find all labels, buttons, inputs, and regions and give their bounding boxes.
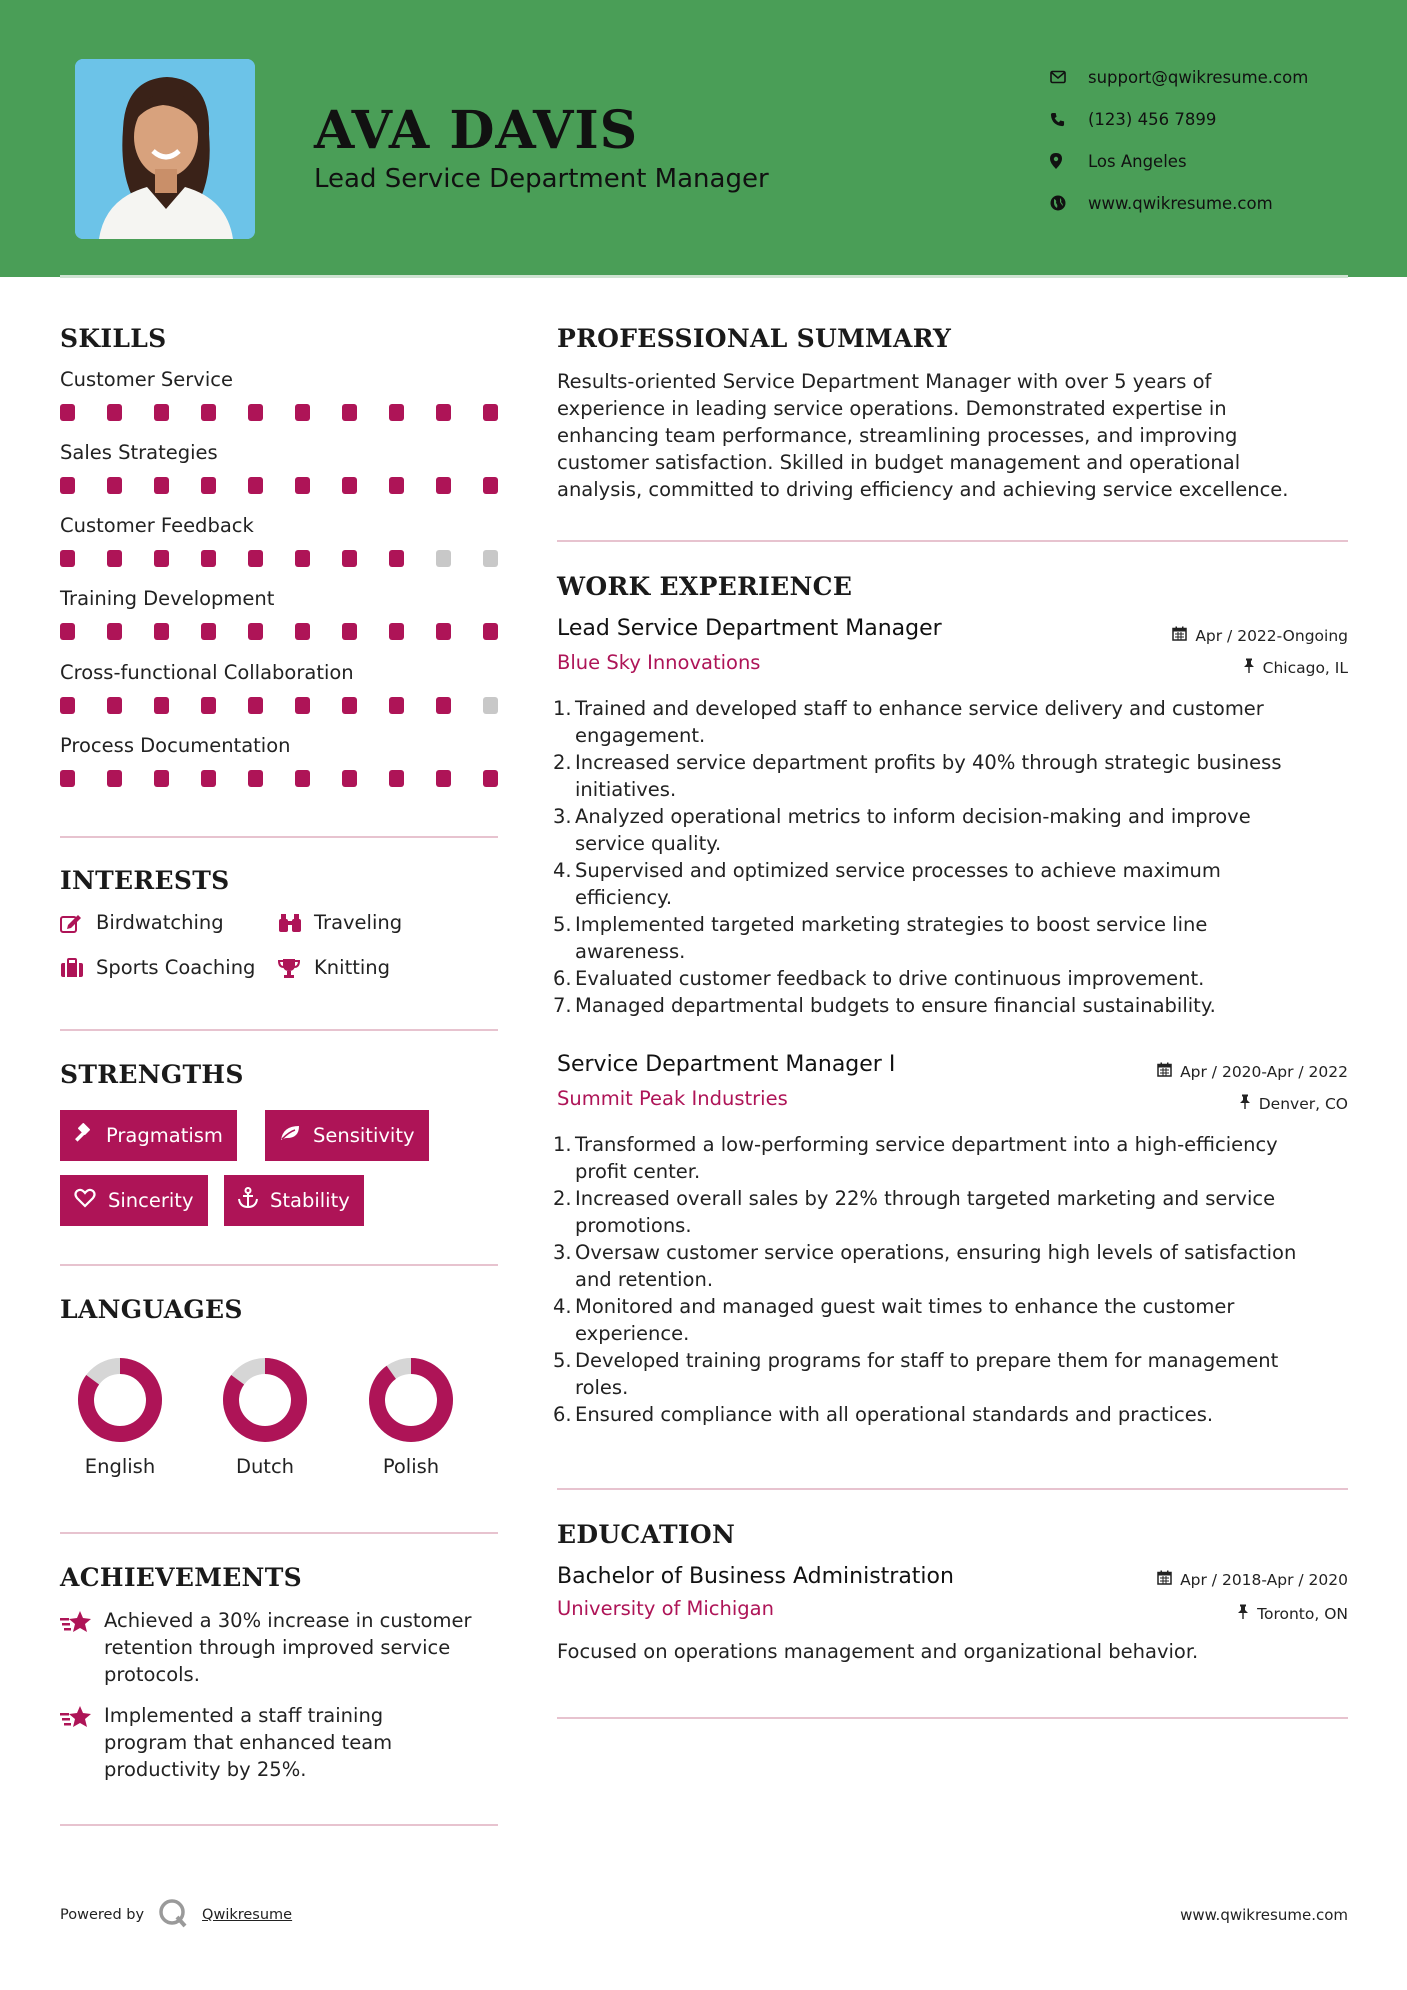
strengths-heading: STRENGTHS xyxy=(60,1060,244,1089)
education-dates xyxy=(1157,1570,1348,1589)
education-degree: Bachelor of Business Administration xyxy=(557,1564,954,1589)
contact-location-text: Los Angeles xyxy=(1088,151,1187,171)
skills-heading: SKILLS xyxy=(60,324,167,353)
duty-item: 4. Monitored and managed guest wait times to enhance the customer experience. xyxy=(553,1295,1235,1345)
rating-dot-filled xyxy=(389,623,404,640)
binoculars-icon xyxy=(278,913,314,933)
map-marker-icon xyxy=(1050,153,1088,169)
job-location xyxy=(1239,1094,1348,1113)
duty-item: 4. Supervised and optimized service processes to achieve maximum efficiency. xyxy=(553,859,1221,909)
rating-dot-filled xyxy=(201,770,216,787)
job-company: Blue Sky Innovations xyxy=(557,651,761,674)
rating-dot-filled xyxy=(436,477,451,494)
job-header xyxy=(557,616,1348,686)
language-donut xyxy=(190,1357,340,1443)
rating-dot-filled xyxy=(389,770,404,787)
summary-text xyxy=(557,368,1357,503)
rating-dot-filled xyxy=(107,623,122,640)
rating-dot-filled xyxy=(107,697,122,714)
language-label: Dutch xyxy=(235,1455,295,1478)
section-divider xyxy=(557,1488,1348,1490)
brand-link[interactable]: Qwikresume xyxy=(202,1907,293,1923)
rating-dot-filled xyxy=(295,697,310,714)
rating-dot-filled xyxy=(60,770,75,787)
achievement-line: program that enhanced team xyxy=(104,1731,393,1754)
rating-dot-filled xyxy=(154,697,169,714)
achievement-line: Implemented a staff training xyxy=(104,1704,384,1727)
rating-dot-filled xyxy=(483,404,498,421)
duty-item: 5. Implemented targeted marketing strategies to boost service line awareness. xyxy=(553,913,1208,963)
duty-item: 2. Increased overall sales by 22% through targeted marketing and service promotions. xyxy=(553,1187,1276,1237)
rating-dot-filled xyxy=(201,404,216,421)
job-header xyxy=(557,1052,1348,1122)
job-company: Summit Peak Industries xyxy=(557,1087,788,1110)
anchor-icon xyxy=(238,1187,258,1214)
strength-label: Stability xyxy=(270,1189,350,1212)
contact-website-text: www.qwikresume.com xyxy=(1088,193,1273,213)
education-heading: EDUCATION xyxy=(557,1520,736,1549)
duty-item: 6. Ensured compliance with all operational standards and practices. xyxy=(553,1403,1214,1426)
summary-line: analysis, committed to driving efficiency and achieving service excellence. xyxy=(557,478,1289,501)
rating-dot-filled xyxy=(60,477,75,494)
job-role: Service Department Manager I xyxy=(557,1052,896,1077)
job-dates-text: Apr / 2022-Ongoing xyxy=(1195,626,1348,645)
work-heading: WORK EXPERIENCE xyxy=(557,572,853,601)
skill-item xyxy=(60,368,500,421)
education-school: University of Michigan xyxy=(557,1597,774,1620)
powered-by-text: Powered by xyxy=(60,1907,145,1923)
calendar-icon xyxy=(1172,626,1187,645)
rating-dot-empty xyxy=(483,697,498,714)
language-item xyxy=(45,1357,195,1478)
strength-label: Pragmatism xyxy=(106,1124,223,1147)
rating-dot-filled xyxy=(60,550,75,567)
summary-line: customer satisfaction. Skilled in budget management and operational xyxy=(557,451,1241,474)
rating-dot-filled xyxy=(295,770,310,787)
languages-heading: LANGUAGES xyxy=(60,1295,243,1324)
footer-branding xyxy=(60,1898,292,1932)
language-item xyxy=(336,1357,486,1478)
education-header xyxy=(557,1564,1348,1634)
interest-label: Birdwatching xyxy=(96,911,224,934)
summary-line: experience in leading service operations. Demonstrated expertise in xyxy=(557,397,1227,420)
pin-icon xyxy=(1243,658,1255,677)
skill-label: Customer Service xyxy=(60,368,233,391)
rating-dot-filled xyxy=(436,697,451,714)
rating-dot-filled xyxy=(248,550,263,567)
skill-label: Process Documentation xyxy=(60,734,291,757)
section-divider xyxy=(60,1532,498,1534)
contact-email-text: support@qwikresume.com xyxy=(1088,67,1309,87)
envelope-icon xyxy=(1050,70,1088,84)
skill-item xyxy=(60,441,500,494)
shooting-star-icon xyxy=(60,1607,104,1688)
rating-dot-filled xyxy=(436,770,451,787)
contact-phone-text: (123) 456 7899 xyxy=(1088,109,1217,129)
contact-location xyxy=(1050,140,1308,182)
section-divider xyxy=(60,1824,498,1826)
achievement-line: productivity by 25%. xyxy=(104,1758,307,1781)
trophy-icon xyxy=(278,958,314,978)
rating-dot-filled xyxy=(483,477,498,494)
rating-dot-filled xyxy=(248,697,263,714)
shooting-star-icon xyxy=(60,1702,104,1783)
heart-icon xyxy=(74,1188,96,1213)
rating-dot-filled xyxy=(107,770,122,787)
strength-tag xyxy=(60,1110,237,1161)
rating-dot-filled xyxy=(248,623,263,640)
job-location-text: Denver, CO xyxy=(1258,1094,1348,1113)
calendar-icon xyxy=(1157,1062,1172,1081)
rating-dot-filled xyxy=(342,477,357,494)
section-divider xyxy=(60,836,498,838)
achievements-heading: ACHIEVEMENTS xyxy=(60,1563,302,1592)
candidate-name: AVA DAVIS xyxy=(314,100,639,161)
rating-dot-filled xyxy=(201,477,216,494)
skill-item xyxy=(60,587,500,640)
rating-dot-filled xyxy=(342,623,357,640)
rating-dot-filled xyxy=(154,770,169,787)
skill-item xyxy=(60,661,500,714)
briefcase-icon xyxy=(60,958,96,978)
education-location xyxy=(1237,1604,1348,1623)
skill-rating xyxy=(60,770,498,787)
duty-item: 7. Managed departmental budgets to ensure financial sustainability. xyxy=(553,994,1216,1017)
contact-list xyxy=(1050,56,1308,224)
education-location-text: Toronto, ON xyxy=(1257,1604,1348,1623)
rating-dot-filled xyxy=(342,550,357,567)
rating-dot-filled xyxy=(389,477,404,494)
skill-rating xyxy=(60,623,498,640)
rating-dot-filled xyxy=(60,697,75,714)
rating-dot-filled xyxy=(154,623,169,640)
strength-label: Sincerity xyxy=(108,1189,194,1212)
rating-dot-filled xyxy=(483,623,498,640)
rating-dot-filled xyxy=(154,550,169,567)
header-divider xyxy=(60,275,1348,278)
skill-rating xyxy=(60,477,498,494)
rating-dot-filled xyxy=(60,404,75,421)
rating-dot-filled xyxy=(342,697,357,714)
footer-website[interactable]: www.qwikresume.com xyxy=(1180,1906,1348,1924)
strength-tag xyxy=(60,1175,208,1226)
skill-label: Customer Feedback xyxy=(60,514,254,537)
duty-item: 1. Trained and developed staff to enhance service delivery and customer engagement. xyxy=(553,697,1264,747)
language-level-arc xyxy=(377,1366,445,1434)
rating-dot-empty xyxy=(436,550,451,567)
job-dates xyxy=(1172,626,1348,645)
rating-dot-filled xyxy=(295,623,310,640)
interest-item xyxy=(60,956,255,979)
skill-rating xyxy=(60,697,498,714)
interests-heading: INTERESTS xyxy=(60,866,230,895)
language-item xyxy=(190,1357,340,1478)
summary-line: enhancing team performance, streamlining processes, and improving xyxy=(557,424,1238,447)
skill-label: Cross-functional Collaboration xyxy=(60,661,354,684)
interest-item xyxy=(278,911,402,934)
duty-item: 3. Analyzed operational metrics to inform decision-making and improve service quality. xyxy=(553,805,1251,855)
rating-dot-filled xyxy=(201,550,216,567)
rating-dot-filled xyxy=(201,697,216,714)
rating-dot-filled xyxy=(107,404,122,421)
calendar-icon xyxy=(1157,1570,1172,1589)
achievement-line: Achieved a 30% increase in customer xyxy=(104,1609,472,1632)
skill-item xyxy=(60,734,500,787)
section-divider xyxy=(557,1717,1348,1719)
language-label: Polish xyxy=(382,1455,440,1478)
job-dates xyxy=(1157,1062,1348,1081)
phone-icon xyxy=(1050,112,1088,127)
job-location-text: Chicago, IL xyxy=(1262,658,1348,677)
rating-dot-filled xyxy=(248,477,263,494)
header-banner xyxy=(0,0,1407,277)
rating-dot-filled xyxy=(248,404,263,421)
section-divider xyxy=(557,540,1348,542)
section-divider xyxy=(60,1264,498,1266)
rating-dot-filled xyxy=(60,623,75,640)
rating-dot-filled xyxy=(389,404,404,421)
contact-phone[interactable] xyxy=(1050,98,1308,140)
rating-dot-filled xyxy=(201,623,216,640)
skill-rating xyxy=(60,550,498,567)
interest-label: Knitting xyxy=(314,956,391,979)
candidate-title: Lead Service Department Manager xyxy=(314,164,769,194)
job-duties xyxy=(553,1131,1348,1428)
gavel-icon xyxy=(74,1123,94,1148)
interest-label: Traveling xyxy=(314,911,403,934)
strength-tag xyxy=(224,1175,364,1226)
rating-dot-filled xyxy=(389,697,404,714)
achievement-item xyxy=(60,1702,500,1783)
rating-dot-filled xyxy=(342,404,357,421)
job-location xyxy=(1243,658,1348,677)
summary-line: Results-oriented Service Department Manager with over 5 years of xyxy=(557,370,1212,393)
skill-label: Sales Strategies xyxy=(60,441,218,464)
duty-item: 3. Oversaw customer service operations, ensuring high levels of satisfaction and retention. xyxy=(553,1241,1297,1291)
interest-item xyxy=(60,911,224,934)
job-dates-text: Apr / 2020-Apr / 2022 xyxy=(1180,1062,1348,1081)
pin-icon xyxy=(1237,1604,1249,1623)
section-divider xyxy=(60,1029,498,1031)
duty-item: 2. Increased service department profits by 40% through strategic business initiatives. xyxy=(553,751,1282,801)
rating-dot-filled xyxy=(154,404,169,421)
rating-dot-filled xyxy=(436,623,451,640)
rating-dot-filled xyxy=(154,477,169,494)
job-duties xyxy=(553,695,1348,1019)
rating-dot-filled xyxy=(295,404,310,421)
education-description: Focused on operations management and organizational behavior. xyxy=(557,1640,1199,1663)
job-role: Lead Service Department Manager xyxy=(557,616,942,641)
rating-dot-filled xyxy=(389,550,404,567)
globe-icon xyxy=(1050,195,1088,211)
duty-item: 1. Transformed a low-performing service department into a high-efficiency profit center. xyxy=(553,1133,1278,1183)
interest-item xyxy=(278,956,390,979)
strength-tag xyxy=(265,1110,429,1161)
language-donut xyxy=(336,1357,486,1443)
rating-dot-filled xyxy=(342,770,357,787)
rating-dot-filled xyxy=(107,550,122,567)
rating-dot-filled xyxy=(295,550,310,567)
rating-dot-empty xyxy=(483,550,498,567)
language-donut xyxy=(45,1357,195,1443)
rating-dot-filled xyxy=(483,770,498,787)
education-dates-text: Apr / 2018-Apr / 2020 xyxy=(1180,1570,1348,1589)
language-label: English xyxy=(84,1455,156,1478)
pin-icon xyxy=(1239,1094,1251,1113)
leaf-icon xyxy=(279,1124,301,1147)
skill-rating xyxy=(60,404,498,421)
qwikresume-logo-icon xyxy=(158,1898,188,1932)
skill-label: Training Development xyxy=(60,587,275,610)
skill-item xyxy=(60,514,500,567)
achievement-line: retention through improved service xyxy=(104,1636,451,1659)
achievement-item xyxy=(60,1607,500,1688)
rating-dot-filled xyxy=(295,477,310,494)
strength-label: Sensitivity xyxy=(313,1124,415,1147)
contact-website[interactable] xyxy=(1050,182,1308,224)
summary-heading: PROFESSIONAL SUMMARY xyxy=(557,324,952,353)
interest-label: Sports Coaching xyxy=(96,956,256,979)
rating-dot-filled xyxy=(248,770,263,787)
duty-item: 5. Developed training programs for staff to prepare them for management roles. xyxy=(553,1349,1279,1399)
rating-dot-filled xyxy=(436,404,451,421)
duty-item: 6. Evaluated customer feedback to drive continuous improvement. xyxy=(553,967,1205,990)
rating-dot-filled xyxy=(107,477,122,494)
pencil-square-icon xyxy=(60,913,96,933)
contact-email[interactable] xyxy=(1050,56,1308,98)
achievement-line: protocols. xyxy=(104,1663,200,1686)
profile-photo xyxy=(75,59,255,239)
